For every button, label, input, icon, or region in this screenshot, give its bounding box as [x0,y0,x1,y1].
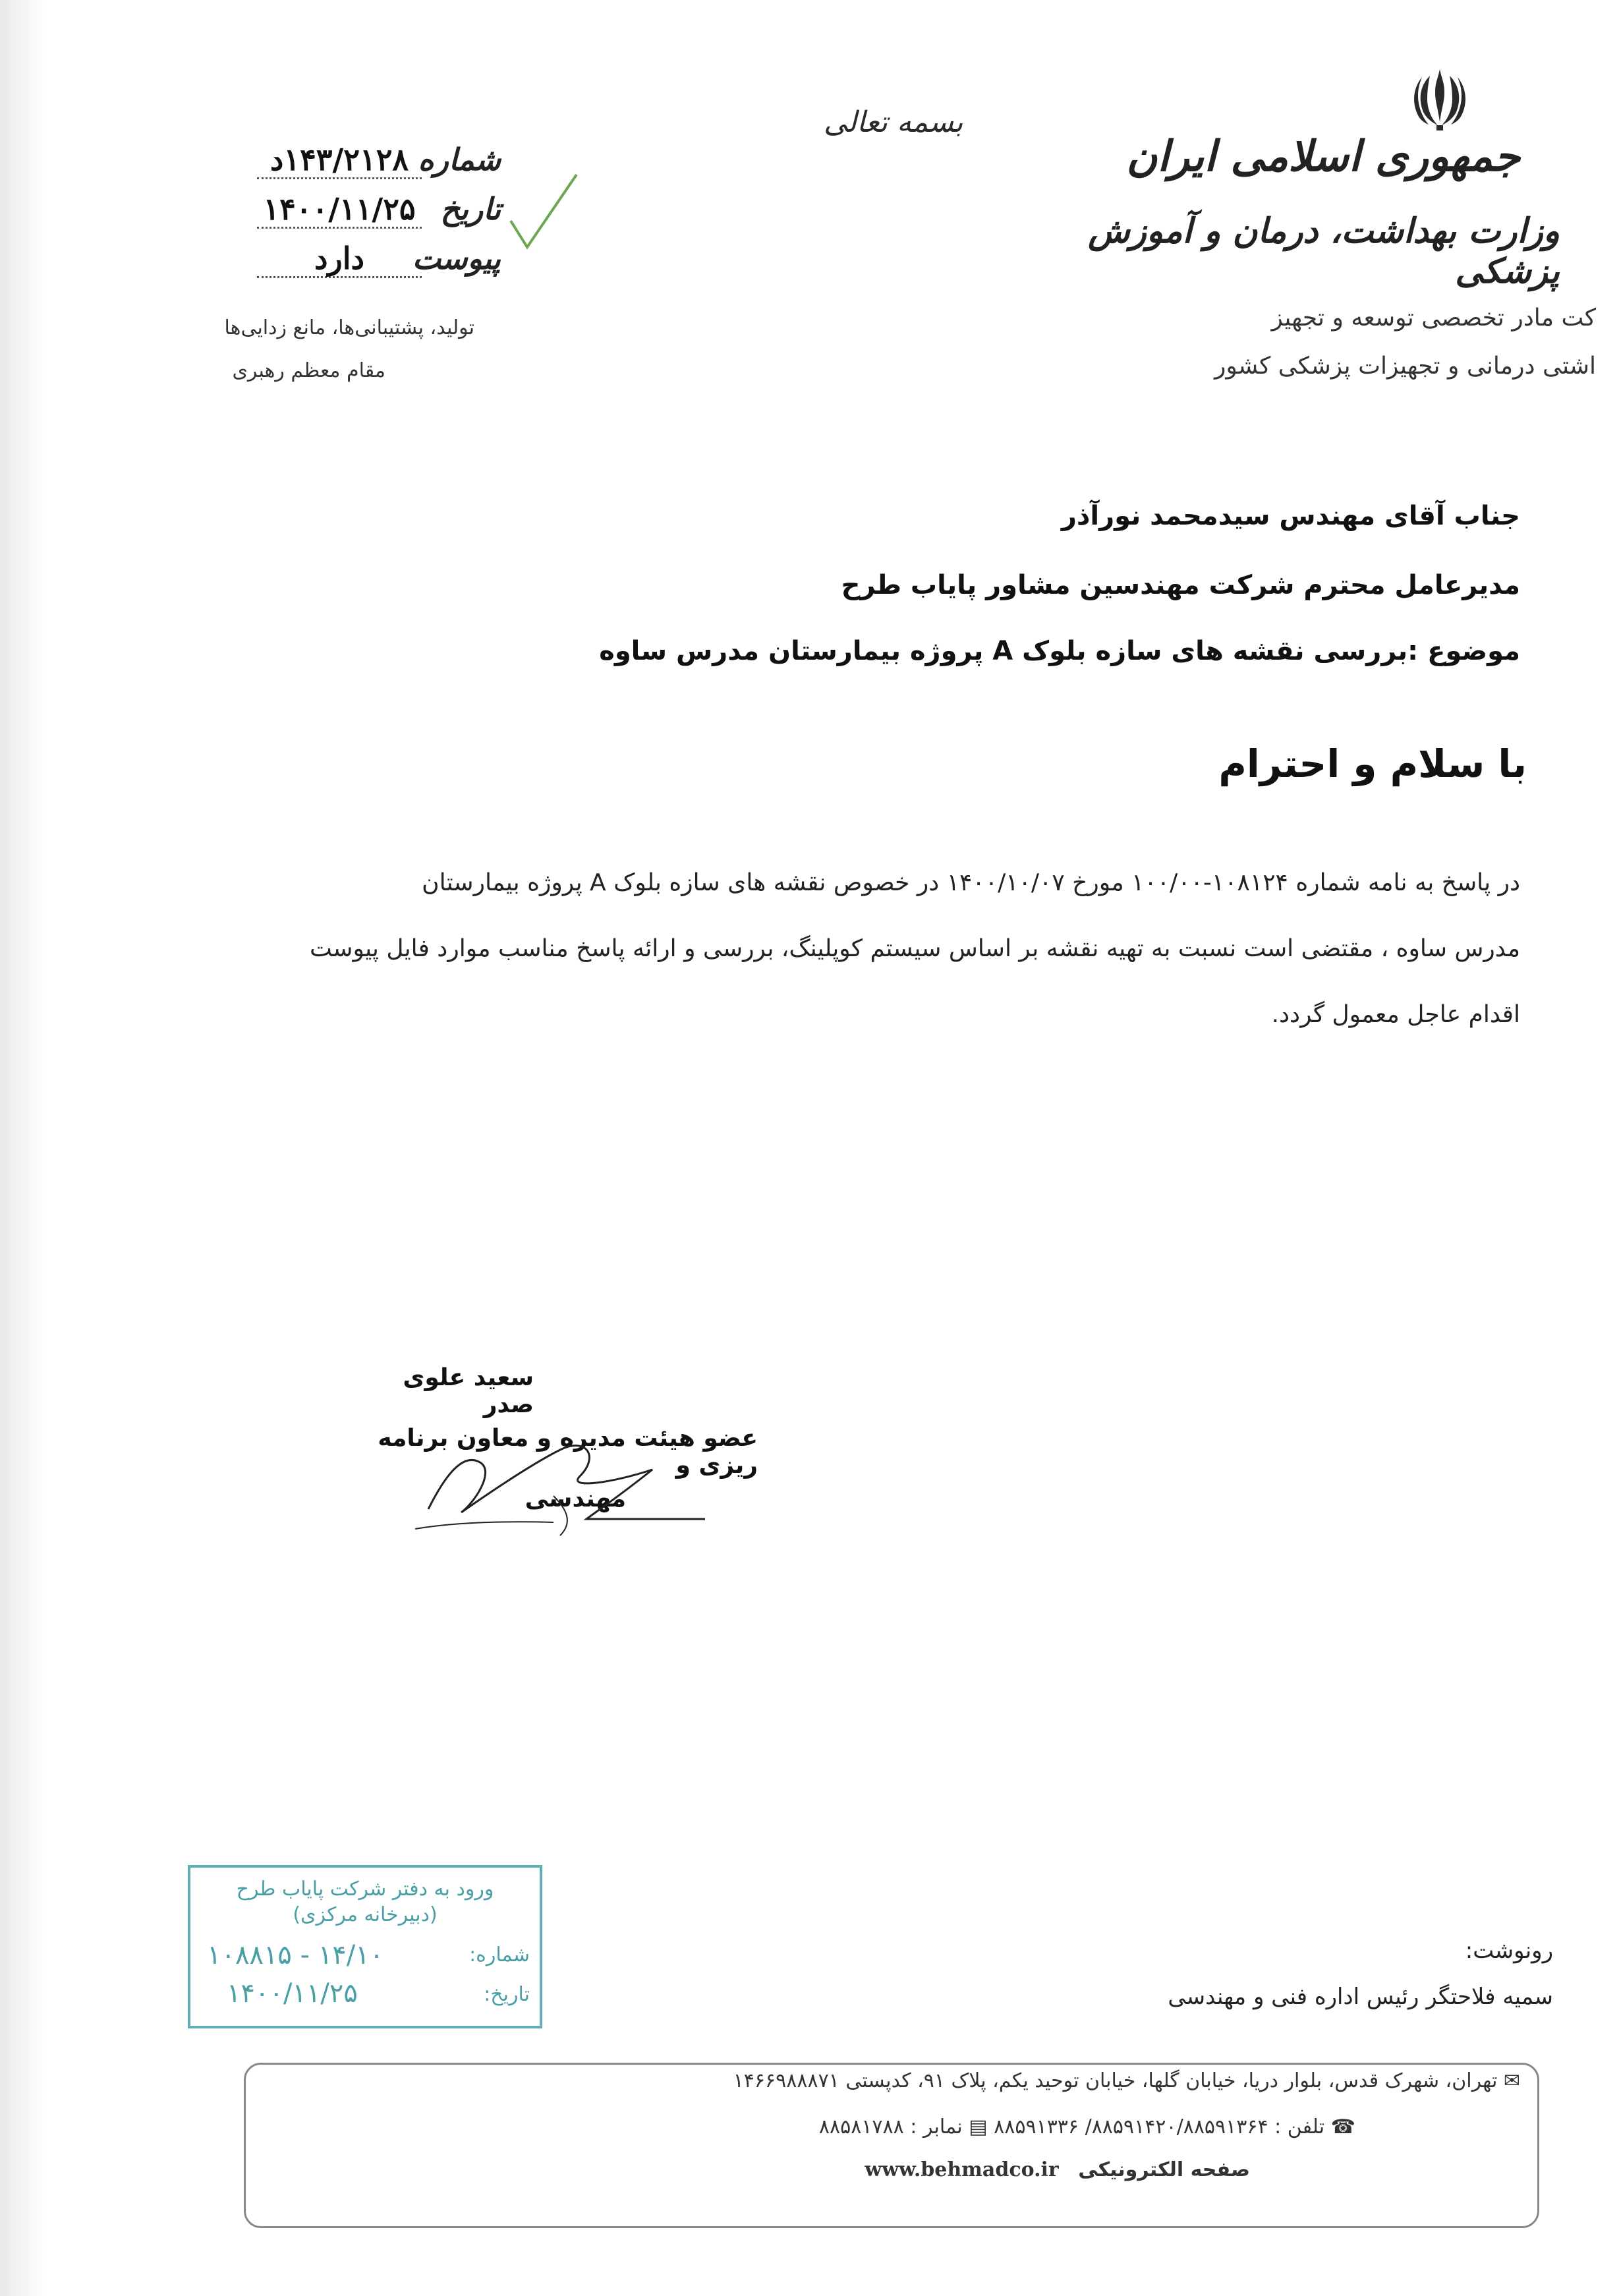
body-line1: در پاسخ به نامه شماره ۱۰۸۱۲۴-۱۰۰/۰۰ مورخ ۱۴۰۰/۱۰/۰۷ در خصوص نقشه های سازه بلوک A پروژه بیمارستان [422,869,1520,896]
recipient-title: مدیرعامل محترم شرکت مهندسین مشاور پایاب طرح [841,570,1520,600]
fax-icon: ▤ [962,2115,988,2138]
footer-web-row [723,2158,1250,2181]
bismillah: بسمه تعالی [824,105,963,139]
footer-phone: تلفن : ۸۸۵۹۱۴۲۰/۸۸۵۹۱۳۶۴/ ۸۸۵۹۱۳۳۶ [994,2115,1325,2138]
attachment-value: دارد [257,241,422,278]
date-label: تاریخ [440,191,501,227]
signer-position-line2: مهندسی [525,1485,626,1512]
letter-number-row [250,142,501,188]
org-name-line1: جمهوری اسلامی ایران [1126,132,1520,181]
body-line3: اقدام عاجل معمول گردد. [1271,1001,1520,1028]
cc-line1: سمیه فلاحتگر رئیس اداره فنی و مهندسی [1168,1984,1553,2010]
checkmark-icon [507,171,580,257]
stamp-number-label: شماره: [469,1943,530,1966]
stamp-number-value: ۱۰۸۸۱۵ - ۱۴/۱۰ [207,1940,384,1970]
footer-phone-row [268,2115,1355,2138]
signer-position-line1: عضو هیئت مدیره و معاون برنامه ریزی و [378,1425,758,1479]
footer-fax: نمابر : ۸۸۵۸۱۷۸۸ [818,2115,963,2138]
signer-name: سعید علوی صدر [403,1364,534,1418]
motto-line1: تولید، پشتیبانی‌ها، مانع زدایی‌ها [224,316,474,339]
greeting: با سلام و احترام [1218,741,1527,786]
date-value: ۱۴۰۰/۱۱/۲۵ [257,191,422,229]
attachment-label: پیوست [412,241,501,276]
unit-name-line1: کت مادر تخصصی توسعه و تجهیز [1271,304,1596,331]
footer-web-value[interactable]: www.behmadco.ir [865,2158,1059,2181]
letter-date-row [250,191,501,237]
letter-subject: موضوع :بررسی نقشه های سازه بلوک A پروژه بیمارستان مدرس ساوه [599,636,1520,666]
stamp-subtitle: (دبیرخانه مرکزی) [293,1903,438,1926]
letter-body [268,850,1520,1048]
recipient-name: جناب آقای مهندس سیدمحمد نورآذر [1061,501,1520,531]
stamp-date-value: ۱۴۰۰/۱۱/۲۵ [227,1978,358,2009]
body-line2: مدرس ساوه ، مقتضی است نسبت به تهیه نقشه بر اساس سیستم کوپلینگ، بررسی و ارائه پاسخ مناسب موارد فایل پیوست [309,935,1520,962]
envelope-icon: ✉ [1497,2069,1520,2092]
motto-line2: مقام معظم رهبری [232,359,385,382]
registry-stamp [188,1865,542,2028]
iran-emblem-icon [1404,63,1476,135]
footer-address: تهران، شهرک قدس، بلوار دریا، خیابان گلها، خیابان توحید یکم، پلاک ۹۱، کدپستی ۱۴۶۶۹۸۸۸۷۱ [733,2069,1498,2092]
stamp-date-label: تاریخ: [484,1983,530,2006]
cc-label: رونوشت: [1465,1937,1553,1964]
footer-web-label: صفحه الکترونیکی [1078,2158,1250,2181]
handwritten-signature [402,1423,718,1542]
phone-icon: ☎ [1324,2115,1355,2138]
number-value: ۱۴۳/۲۱۲۸د [257,142,422,179]
org-name-line2: وزارت بهداشت، درمان و آموزش پزشکی [1088,211,1560,291]
letter-attachment-row [250,241,501,287]
stamp-title: ورود به دفتر شرکت پایاب طرح [236,1878,494,1901]
footer-address-row [268,2069,1520,2092]
number-label: شماره [418,142,501,177]
scan-edge-shadow [0,0,46,2296]
unit-name-line2: اشتی درمانی و تجهیزات پزشکی کشور [1214,353,1596,380]
